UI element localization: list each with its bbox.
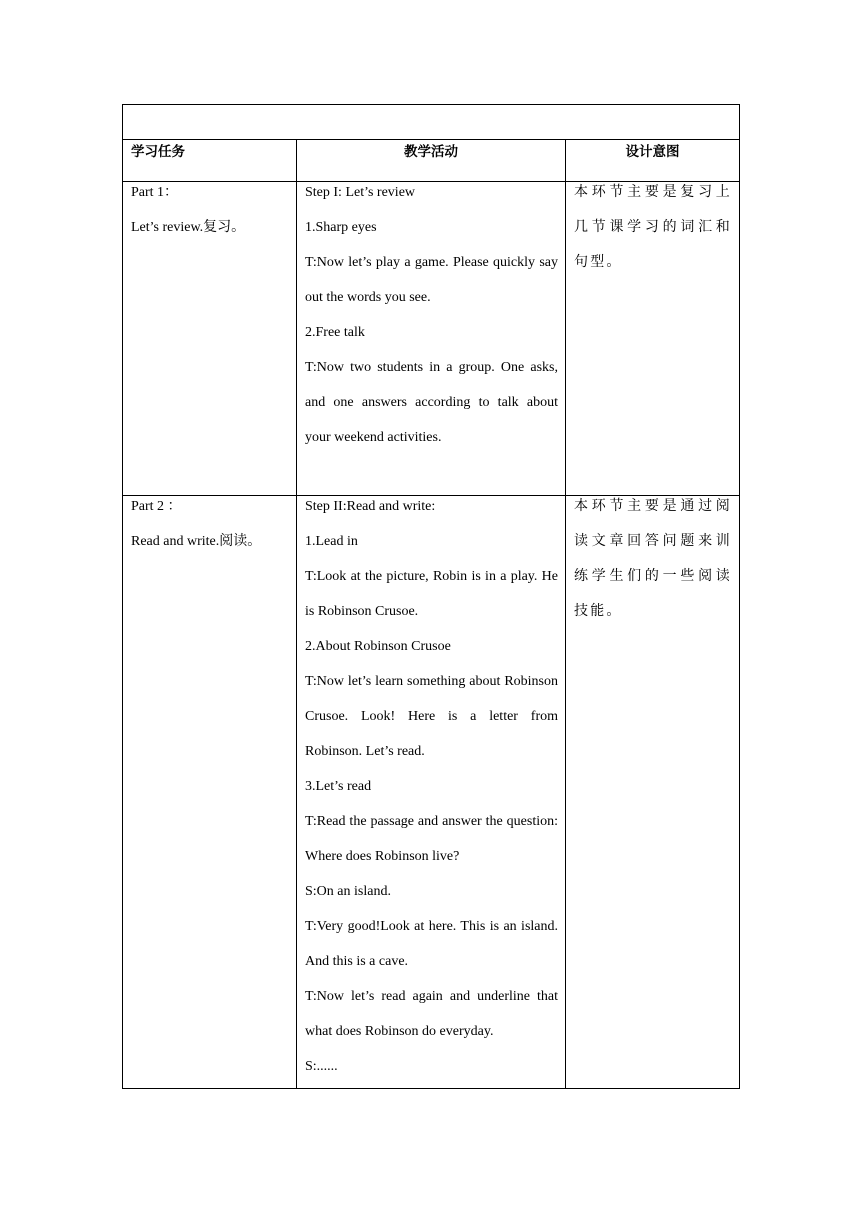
intent-cell <box>566 496 740 1089</box>
intent-text: 本环节主要是复习上几节课学习的词汇和句型。 <box>574 184 733 270</box>
task-cell <box>123 182 297 496</box>
activity-line: 2.Free talk <box>305 325 365 340</box>
task-line: Part 2 ： <box>131 499 182 514</box>
activity-line: 3.Let’s read <box>305 779 372 794</box>
activity-line: S:On an island. <box>305 884 391 899</box>
table-row <box>123 496 740 1089</box>
table-row <box>123 182 740 496</box>
empty-title-row <box>123 105 740 140</box>
header-task: 学习任务 <box>123 140 297 182</box>
activity-line: 1.Lead in <box>305 534 358 549</box>
activity-line: T:Now let’s play a game. Please quickly say out the words you see. <box>305 255 558 305</box>
activity-line: Step I: Let’s review <box>305 185 416 200</box>
activity-cell <box>297 182 566 496</box>
intent-cell <box>566 182 740 496</box>
task-cell <box>123 496 297 1089</box>
header-intent: 设计意图 <box>566 140 740 182</box>
lesson-plan-table <box>122 104 740 1089</box>
empty-title-cell <box>123 105 740 140</box>
activity-line: T:Look at the picture, Robin is in a play. He is Robinson Crusoe. <box>305 569 558 619</box>
intent-text: 本环节主要是通过阅读文章回答问题来训练学生们的一些阅读技能。 <box>574 498 733 619</box>
task-line: Let’s review.复习。 <box>131 220 246 235</box>
activity-line: 1.Sharp eyes <box>305 220 377 235</box>
activity-line: T:Read the passage and answer the question: Where does Robinson live? <box>305 814 558 864</box>
task-line: Read and write.阅读。 <box>131 534 262 549</box>
activity-line: T:Now let’s read again and underline that what does Robinson do everyday. <box>305 989 558 1039</box>
activity-line: T:Very good!Look at here. This is an island. And this is a cave. <box>305 919 558 969</box>
activity-line: S:...... <box>305 1059 338 1074</box>
activity-line: Step II:Read and write: <box>305 499 436 514</box>
activity-line: T:Now let’s learn something about Robinson Crusoe. Look! Here is a letter from Robinson. Let’s read. <box>305 674 558 759</box>
activity-cell <box>297 496 566 1089</box>
task-line: Part 1： <box>131 185 179 200</box>
header-activity: 教学活动 <box>297 140 566 182</box>
activity-line: 2.About Robinson Crusoe <box>305 639 451 654</box>
activity-line: T:Now two students in a group. One asks, and one answers according to talk about your weekend activities. <box>305 360 558 445</box>
